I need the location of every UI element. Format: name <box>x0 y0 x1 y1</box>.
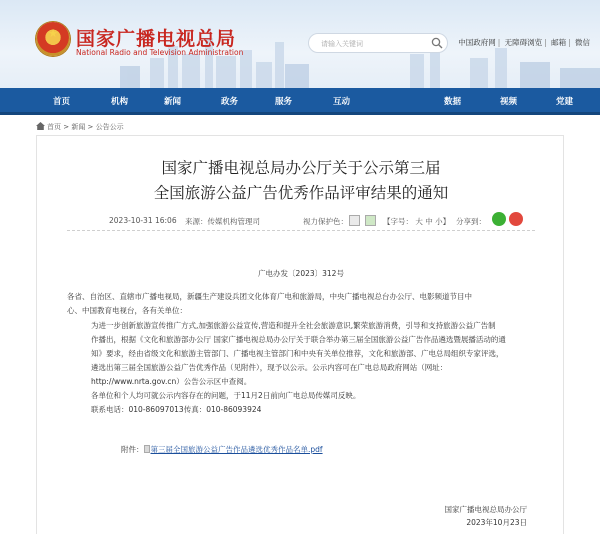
font-size-large[interactable]: 大 <box>415 217 423 226</box>
pdf-file-icon <box>144 445 150 453</box>
article-date: 2023-10-31 16:06 <box>109 216 177 225</box>
top-link-wechat[interactable]: 微信 <box>575 38 590 47</box>
attachment-link[interactable]: 第三届全国旅游公益广告作品遴选优秀作品名单.pdf <box>150 445 323 454</box>
body-line6: 各单位和个人均可就公示内容存在的问题，于11月2日前向广电总局传媒司反映。 <box>91 391 361 400</box>
nav-home[interactable]: 首页 <box>53 97 71 107</box>
breadcrumb-news[interactable]: 新闻 <box>71 123 86 131</box>
home-icon <box>36 122 45 130</box>
signature-date: 2023年10月23日 <box>466 518 527 527</box>
meta-divider <box>67 230 535 231</box>
share-label: 分享到： <box>456 217 486 226</box>
nav-interaction[interactable]: 互动 <box>333 97 351 107</box>
body-line3: 知》要求，经由省级文化和旅游主管部门、广播电视主管部门和中央有关单位推荐，文化和旅游部、广电总局组织专家评选， <box>91 349 504 358</box>
article-card <box>36 135 564 534</box>
font-size-small[interactable]: 小 <box>435 217 443 226</box>
nav-party-building[interactable]: 党建 <box>556 97 574 107</box>
font-size-control: 【字号： 大 中 小】 <box>383 217 451 226</box>
font-size-medium[interactable]: 中 <box>425 217 433 226</box>
body-line5: http://www.nrta.gov.cn）公告公示区中查阅。 <box>91 377 252 386</box>
nav-organization[interactable]: 机构 <box>111 97 129 107</box>
breadcrumb-notices[interactable]: 公告公示 <box>95 123 124 131</box>
search-box <box>308 33 448 53</box>
search-icon[interactable] <box>431 37 443 49</box>
article-title-line2: 全国旅游公益广告优秀作品评审结果的通知 <box>153 184 449 202</box>
contact-line: 联系电话：010-86097013传真：010-86093924 <box>91 405 262 414</box>
vision-color-swatch[interactable] <box>349 215 360 226</box>
top-link-mail[interactable]: 邮箱 <box>551 38 567 47</box>
vision-color-swatch-green[interactable] <box>365 215 376 226</box>
breadcrumb-home[interactable]: 首页 <box>47 123 61 131</box>
article-title-line1: 国家广播电视总局办公厅关于公示第三届 <box>161 159 441 177</box>
attachment: 附件： 第三届全国旅游公益广告作品遴选优秀作品名单.pdf <box>121 445 323 454</box>
vision-protect-label: 视力保护色： <box>303 217 348 226</box>
site-header <box>0 0 600 88</box>
body-line4: 遴选出第三届全国旅游公益广告优秀作品（见附件），现予以公示。公示内容可在广电总局政府网站（网址： <box>91 363 448 372</box>
top-link-accessible[interactable]: 无障碍浏览 <box>504 38 543 47</box>
nav-government-affairs[interactable]: 政务 <box>221 97 239 107</box>
nav-service[interactable]: 服务 <box>275 97 293 107</box>
top-links: 中国政府网 | 无障碍浏览 | 邮箱 | 微信 <box>458 38 590 47</box>
nav-data[interactable]: 数据 <box>444 97 462 107</box>
body-line1: 为进一步创新旅游宣传推广方式,加强旅游公益宣传,营造和提升全社会旅游意识,繁荣旅游消费，引导和支持旅游公益广告制 <box>91 321 496 330</box>
top-link-gov[interactable]: 中国政府网 <box>458 38 496 47</box>
recipients-line1: 各省、自治区、直辖市广播电视局，新疆生产建设兵团文化体育广电和旅游局，中央广播电视总台办公厅、电影频道节目中 <box>67 292 472 301</box>
nav-news[interactable]: 新闻 <box>164 97 182 107</box>
wechat-share-icon[interactable] <box>492 212 506 226</box>
breadcrumb: 首页 > 新闻 > 公告公示 <box>36 122 124 132</box>
body-line2: 作播出，根据《文化和旅游部办公厅 国家广播电视总局办公厅关于联合举办第三届全国旅游公益广告作品遴选暨展播活动的通 <box>91 335 506 344</box>
search-input[interactable] <box>321 37 421 50</box>
national-emblem-icon: ★ <box>36 22 70 56</box>
document-number: 广电办发〔2023〕312号 <box>258 269 344 278</box>
org-name-cn[interactable]: 国家广播电视总局 <box>76 28 237 50</box>
signature-org: 国家广播电视总局办公厅 <box>444 505 527 514</box>
main-nav <box>0 88 600 115</box>
weibo-share-icon[interactable] <box>509 212 523 226</box>
org-name-en: National Radio and Television Administration <box>76 48 244 57</box>
article-source: 来源：传媒机构管理司 <box>185 217 260 226</box>
recipients-line2: 心、中国教育电视台，各有关单位： <box>67 306 187 315</box>
nav-video[interactable]: 视频 <box>500 97 518 107</box>
